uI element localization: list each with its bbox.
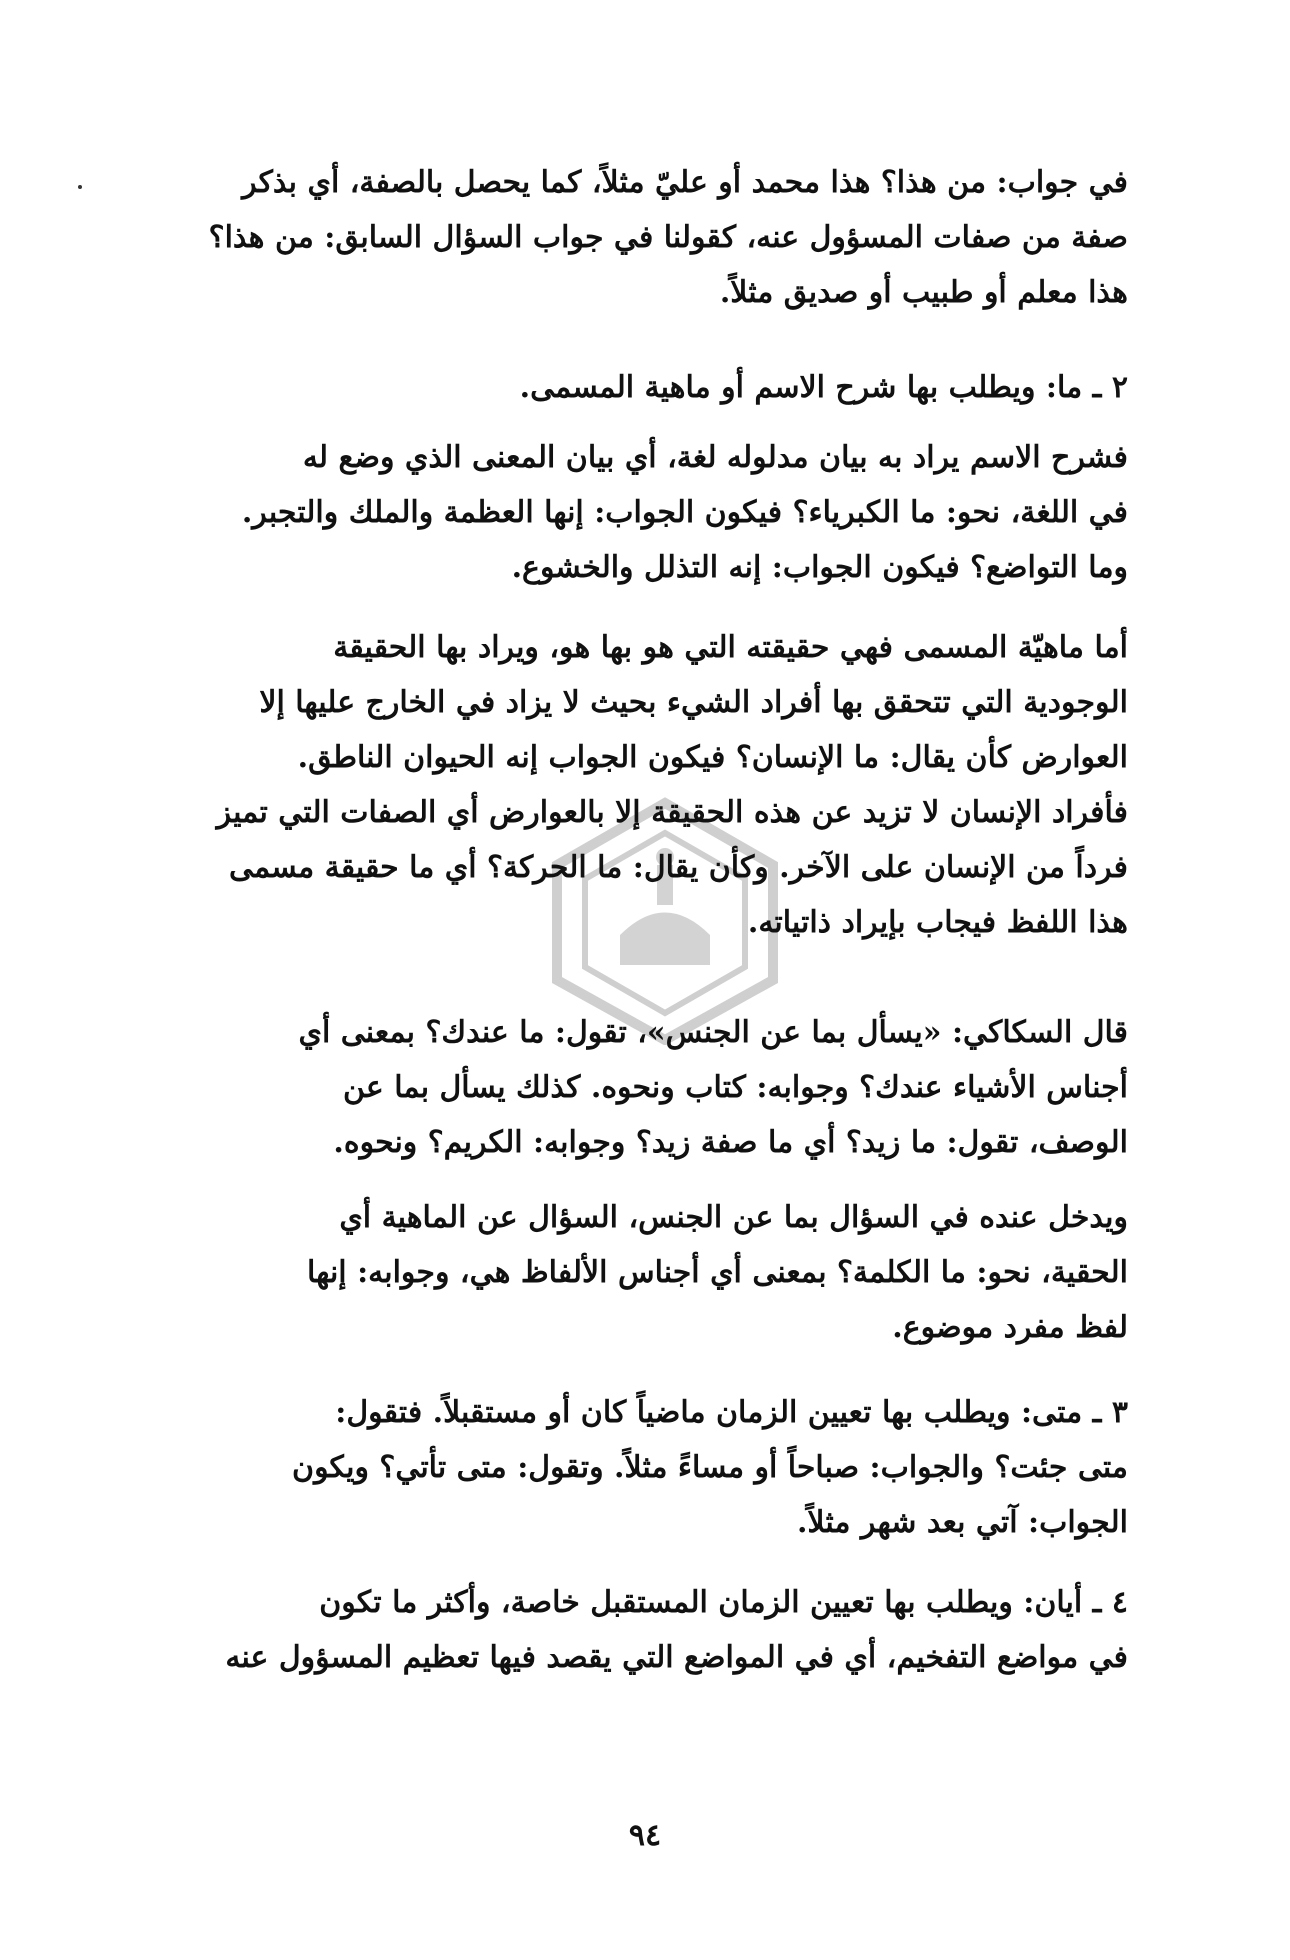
paragraph xyxy=(150,1190,1128,1355)
text-line: في مواضع التفخيم، أي في المواضع التي يقصد فيها تعظيم المسؤول عنه xyxy=(225,1640,1128,1675)
paragraph xyxy=(150,1385,1128,1550)
scan-speck xyxy=(78,185,82,189)
paragraph xyxy=(150,155,1128,320)
text-line: الجواب: آتي بعد شهر مثلاً. xyxy=(796,1505,1128,1540)
paragraph xyxy=(150,360,1128,415)
text-line: صفة من صفات المسؤول عنه، كقولنا في جواب السؤال السابق: من هذا؟ xyxy=(208,220,1128,255)
paragraph xyxy=(150,1005,1128,1170)
text-line: أما ماهيّة المسمى فهي حقيقته التي هو بها هو، ويراد بها الحقيقة xyxy=(333,630,1128,665)
text-line: الوصف، تقول: ما زيد؟ أي ما صفة زيد؟ وجوابه: الكريم؟ ونحوه. xyxy=(333,1125,1128,1160)
text-line: فرداً من الإنسان على الآخر. وكأن يقال: ما الحركة؟ أي ما حقيقة مسمى xyxy=(229,850,1128,885)
text-line: فشرح الاسم يراد به بيان مدلوله لغة، أي بيان المعنى الذي وضع له xyxy=(302,440,1128,475)
text-line: متى جئت؟ والجواب: صباحاً أو مساءً مثلاً. وتقول: متى تأتي؟ ويكون xyxy=(292,1450,1128,1485)
text-line: قال السكاكي: «يسأل بما عن الجنس»، تقول: ما عندك؟ بمعنى أي xyxy=(298,1015,1128,1050)
text-line: هذا اللفظ فيجاب بإيراد ذاتياته. xyxy=(747,905,1128,940)
paragraph xyxy=(150,620,1128,950)
text-line: أجناس الأشياء عندك؟ وجوابه: كتاب ونحوه. كذلك يسأل بما عن xyxy=(343,1070,1128,1105)
text-line: الحقية، نحو: ما الكلمة؟ بمعنى أي أجناس الألفاظ هي، وجوابه: إنها xyxy=(306,1255,1128,1290)
text-line: لفظ مفرد موضوع. xyxy=(892,1310,1128,1345)
page-number: ٩٤ xyxy=(628,1818,662,1853)
text-line: ٤ ـ أيان: ويطلب بها تعيين الزمان المستقبل خاصة، وأكثر ما تكون xyxy=(319,1585,1128,1620)
text-line: فأفراد الإنسان لا تزيد عن هذه الحقيقة إلا بالعوارض أي الصفات التي تميز xyxy=(216,795,1128,830)
text-line: ٣ ـ متى: ويطلب بها تعيين الزمان ماضياً كان أو مستقبلاً. فتقول: xyxy=(335,1395,1128,1430)
text-line: ٢ ـ ما: ويطلب بها شرح الاسم أو ماهية المسمى. xyxy=(519,370,1128,405)
paragraph xyxy=(150,430,1128,595)
text-line: ويدخل عنده في السؤال بما عن الجنس، السؤال عن الماهية أي xyxy=(339,1200,1128,1235)
text-line: هذا معلم أو طبيب أو صديق مثلاً. xyxy=(719,275,1128,310)
paragraph xyxy=(150,1575,1128,1685)
text-line: في جواب: من هذا؟ هذا محمد أو عليّ مثلاً، كما يحصل بالصفة، أي بذكر xyxy=(242,165,1128,200)
text-line: العوارض كأن يقال: ما الإنسان؟ فيكون الجواب إنه الحيوان الناطق. xyxy=(297,740,1128,775)
text-line: وما التواضع؟ فيكون الجواب: إنه التذلل والخشوع. xyxy=(511,550,1128,585)
text-line: في اللغة، نحو: ما الكبرياء؟ فيكون الجواب: إنها العظمة والملك والتجبر. xyxy=(241,495,1128,530)
text-line: الوجودية التي تتحقق بها أفراد الشيء بحيث لا يزاد في الخارج عليها إلا xyxy=(259,685,1128,720)
